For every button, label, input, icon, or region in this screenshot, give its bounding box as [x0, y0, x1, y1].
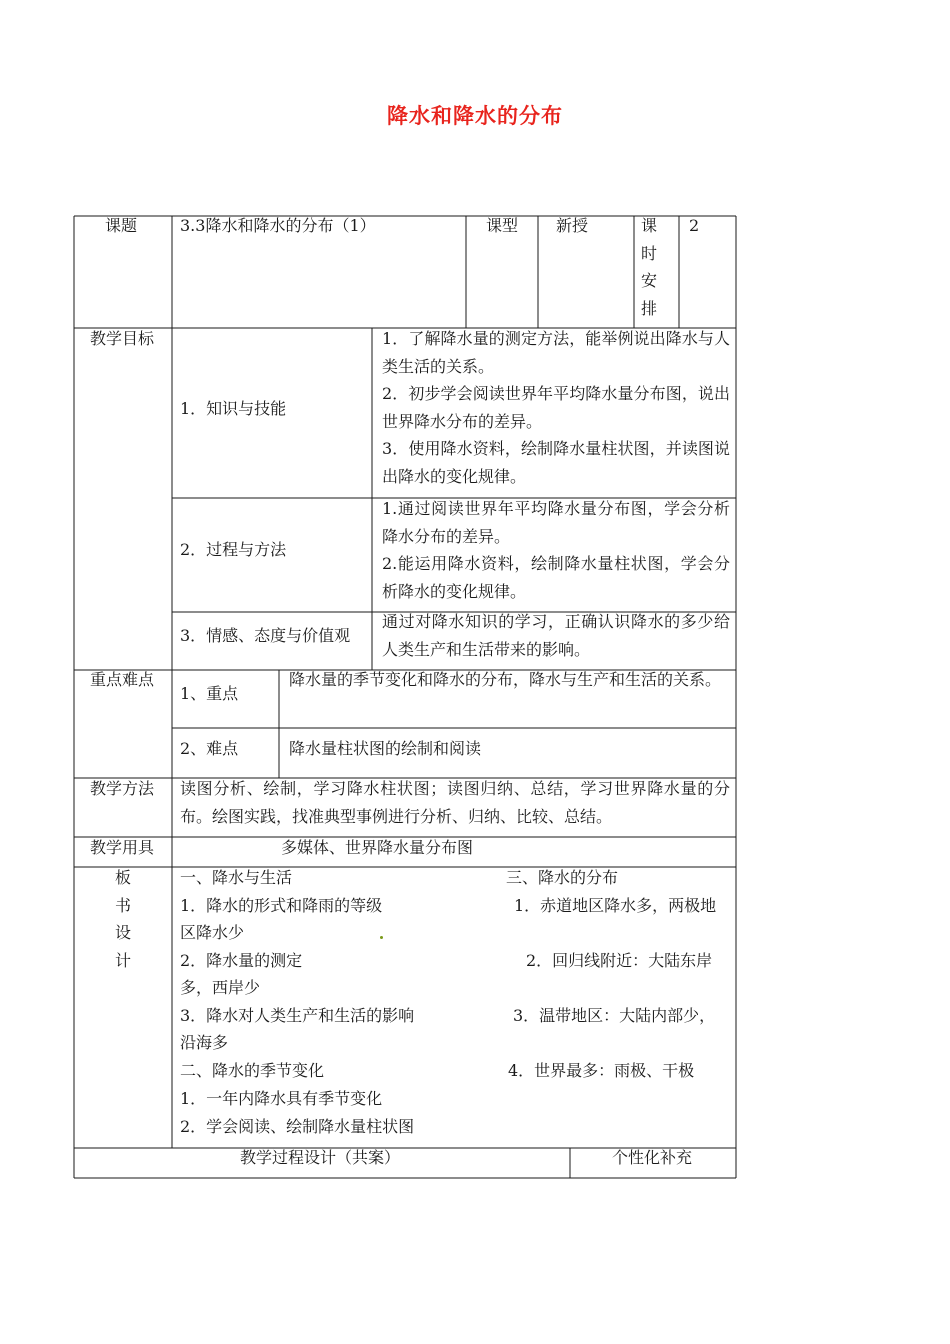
keshi-value: 2: [689, 216, 700, 235]
knowledge-item: 1．了解降水量的测定方法，能举例说出降水与人类生活的关系。: [382, 329, 730, 376]
board-line-4: 1．一年内降水具有季节变化: [180, 1089, 383, 1108]
process-list: [382, 495, 730, 605]
board-line-3b: 沿海多: [180, 1033, 229, 1052]
method-text: 读图分析、绘制，学习降水柱状图；读图归纳、总结，学习世界降水量的分布。绘图实践，找准典型事例进行分析、归纳、比较、总结。: [180, 779, 730, 826]
keshi-char: 课: [641, 216, 658, 235]
focus-text: 降水量的季节变化和降水的分布，降水与生产和生活的关系。: [289, 670, 722, 689]
knowledge-list: [382, 325, 730, 490]
board-char: 设: [115, 923, 132, 942]
keshi-label: [641, 212, 657, 322]
personal-supplement-label: 个性化补充: [612, 1148, 693, 1167]
board-line-5: 2．学会阅读、绘制降水量柱状图: [180, 1117, 415, 1136]
kexing-value: 新授: [556, 216, 589, 235]
board-line-2b: 多，西岸少: [180, 978, 261, 997]
kexing-label: 课型: [486, 216, 519, 235]
tools-text: 多媒体、世界降水量分布图: [281, 838, 474, 857]
keti-value: 3.3降水和降水的分布（1）: [180, 216, 376, 235]
emotion-text: 通过对降水知识的学习，正确认识降水的多少给人类生产和生活带来的影响。: [382, 612, 730, 659]
keshi-char: 排: [641, 298, 658, 318]
stray-dot: [380, 936, 383, 939]
knowledge-label: 1．知识与技能: [180, 399, 287, 418]
process-item: 2.能运用降水资料，绘制降水量柱状图，学会分析降水的变化规律。: [382, 554, 730, 601]
keypoints-label: 重点难点: [90, 670, 155, 689]
board-char: 书: [115, 895, 132, 915]
keti-label: 课题: [105, 216, 138, 235]
board-right-line-3: 3．温带地区：大陆内部少，: [513, 1006, 716, 1025]
keshi-char: 安: [641, 271, 658, 290]
process-item: 1.通过阅读世界年平均降水量分布图，学会分析降水分布的差异。: [382, 499, 730, 546]
board-label: [115, 864, 131, 974]
board-right-line-2: 2．回归线附近：大陆东岸: [526, 951, 713, 970]
goals-label: 教学目标: [90, 329, 155, 348]
board-line-2: 2．降水量的测定: [180, 951, 303, 970]
emotion-label: 3．情感、态度与价值观: [180, 626, 351, 645]
process-design-label: 教学过程设计（共案）: [240, 1148, 401, 1167]
board-line-3: 3．降水对人类生产和生活的影响: [180, 1006, 415, 1025]
board-char: 板: [115, 868, 132, 887]
knowledge-item: 3．使用降水资料，绘制降水量柱状图，并读图说出降水的变化规律。: [382, 439, 730, 486]
board-line-1: 1．降水的形式和降雨的等级: [180, 896, 383, 915]
method-label: 教学方法: [90, 779, 155, 798]
focus-label: 1、重点: [180, 684, 239, 703]
process-label: 2．过程与方法: [180, 540, 287, 559]
keshi-char: 时: [641, 243, 658, 263]
board-line-1b: 区降水少: [180, 923, 245, 942]
board-right-line-4: 4．世界最多：雨极、干极: [508, 1061, 695, 1080]
page-title: 降水和降水的分布: [387, 104, 563, 128]
board-char: 计: [115, 950, 132, 970]
tools-label: 教学用具: [90, 838, 155, 857]
board-right-line-1: 1．赤道地区降水多，两极地: [514, 896, 717, 915]
board-heading-1: 一、降水与生活: [180, 868, 293, 887]
board-right-heading: 三、降水的分布: [506, 868, 619, 887]
difficulty-text: 降水量柱状图的绘制和阅读: [289, 739, 482, 758]
difficulty-label: 2、难点: [180, 739, 239, 758]
board-heading-2: 二、降水的季节变化: [180, 1061, 325, 1080]
knowledge-item: 2．初步学会阅读世界年平均降水量分布图，说出世界降水分布的差异。: [382, 384, 730, 431]
